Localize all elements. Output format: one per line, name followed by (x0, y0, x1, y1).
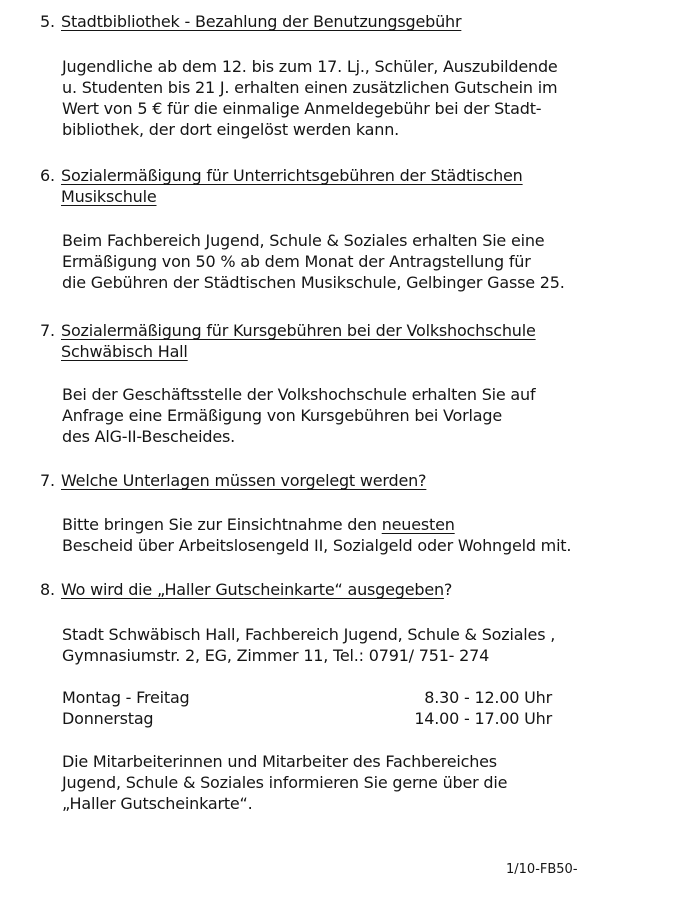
section-title-line1: Sozialermäßigung für Kursgebühren bei der Volkshochschule (61, 321, 536, 340)
paragraph-line: Jugendliche ab dem 12. bis zum 17. Lj., Schüler, Auszubildende (62, 57, 558, 76)
section-6-paragraph (62, 230, 662, 293)
paragraph-line: die Gebühren der Städtischen Musikschule, Gelbinger Gasse 25. (62, 273, 565, 292)
section-number: 6. (40, 166, 55, 185)
section-6-heading (40, 165, 660, 207)
hours-time: 14.00 - 17.00 Uhr (414, 709, 552, 728)
hours-time: 8.30 - 12.00 Uhr (424, 688, 552, 707)
paragraph-line: Anfrage eine Ermäßigung von Kursgebühren bei Vorlage (62, 406, 502, 425)
section-7-paragraph (62, 384, 662, 447)
paragraph-text: Bitte bringen Sie zur Einsichtnahme den (62, 515, 382, 534)
section-title-line2: Schwäbisch Hall (61, 342, 188, 361)
paragraph-line: des AlG-II-Bescheides. (62, 427, 236, 446)
hours-row (62, 708, 552, 729)
hours-row (62, 687, 552, 708)
section-number: 8. (40, 580, 55, 599)
opening-hours (62, 687, 552, 729)
section-7-heading (40, 320, 660, 362)
paragraph-line: „Haller Gutscheinkarte“. (62, 794, 253, 813)
emphasis-underlined: neuesten (381, 515, 455, 534)
hours-days: Montag - Freitag (62, 688, 190, 707)
section-title: Stadtbibliothek - Bezahlung der Benutzungsgebühr (61, 12, 462, 31)
paragraph-line: bibliothek, der dort eingelöst werden kann. (62, 120, 400, 139)
paragraph-line: Bei der Geschäftsstelle der Volkshochschule erhalten Sie auf (62, 385, 536, 404)
section-title: Welche Unterlagen müssen vorgelegt werden? (61, 471, 427, 490)
paragraph-line: u. Studenten bis 21 J. erhalten einen zusätzlichen Gutschein im (62, 78, 558, 97)
paragraph-line: Ermäßigung von 50 % ab dem Monat der Antragstellung für (62, 252, 531, 271)
paragraph-line: Jugend, Schule & Soziales informieren Sie gerne über die (62, 773, 508, 792)
section-8-address (62, 624, 662, 666)
paragraph-line: Beim Fachbereich Jugend, Schule & Soziales erhalten Sie eine (62, 231, 545, 250)
address-line: Stadt Schwäbisch Hall, Fachbereich Jugend, Schule & Soziales , (62, 625, 556, 644)
section-documents-heading (40, 470, 660, 491)
address-line: Gymnasiumstr. 2, EG, Zimmer 11, Tel.: 0791/ 751- 274 (62, 646, 490, 665)
section-number: 5. (40, 12, 55, 31)
section-title-line2: Musikschule (61, 187, 157, 206)
section-title-line1: Sozialermäßigung für Unterrichtsgebühren der Städtischen (61, 166, 523, 185)
section-5-heading (40, 11, 660, 32)
section-5-paragraph (62, 56, 662, 140)
section-number: 7. (40, 321, 55, 340)
document-reference-footer: 1/10-FB50- (506, 862, 578, 877)
paragraph-line: Wert von 5 € für die einmalige Anmeldegebühr bei der Stadt- (62, 99, 542, 118)
paragraph-line: Die Mitarbeiterinnen und Mitarbeiter des Fachbereiches (62, 752, 497, 771)
section-number: 7. (40, 471, 55, 490)
section-title-suffix: ? (443, 580, 453, 599)
section-title: Wo wird die „Haller Gutscheinkarte“ ausgegeben (61, 580, 444, 599)
section-8-closing (62, 751, 662, 814)
section-8-heading (40, 579, 660, 600)
section-documents-paragraph (62, 514, 662, 556)
hours-days: Donnerstag (62, 709, 154, 728)
paragraph-line: Bescheid über Arbeitslosengeld II, Sozialgeld oder Wohngeld mit. (62, 536, 572, 555)
paragraph-line (62, 514, 662, 535)
